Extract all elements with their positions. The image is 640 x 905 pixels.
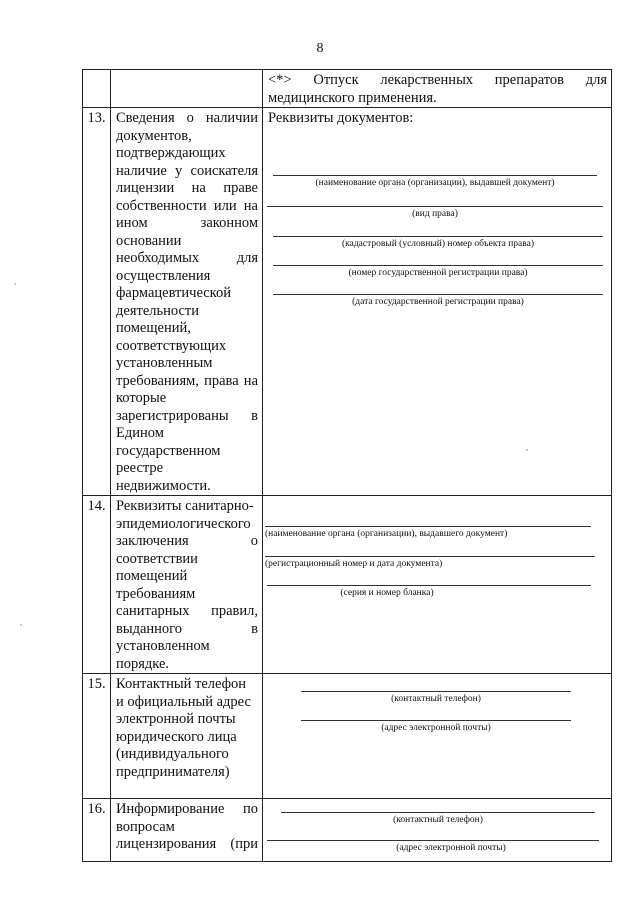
- registration-date-caption: (дата государственной регистрации права): [352, 297, 524, 307]
- row-label-14: Реквизиты санитарно- эпидемиологического заключения о соответствии помещений требованиям санитарных правил, выданного в установленном порядке.: [111, 496, 263, 674]
- right-type-caption: (вид права): [412, 209, 458, 219]
- row-label-cell: [111, 70, 263, 108]
- row-value-cell: [263, 70, 612, 108]
- email-address-caption: (адрес электронной почты): [381, 723, 491, 733]
- page-number: 8: [316, 41, 324, 56]
- blank-series-field[interactable]: [267, 585, 591, 586]
- blank-series-caption: (серия и номер бланка): [340, 588, 434, 598]
- license-application-table: [82, 69, 612, 862]
- licensing-email-caption: (адрес электронной почты): [396, 843, 506, 853]
- licensing-email-field[interactable]: [267, 840, 599, 841]
- registration-date-field[interactable]: [273, 294, 603, 295]
- document-details-heading: Реквизиты документов:: [268, 110, 414, 126]
- row-label-16: Информирование по вопросам лицензирования (при: [111, 799, 263, 862]
- table-row-16: [83, 799, 612, 862]
- contact-phone-caption: (контактный телефон): [391, 694, 481, 704]
- licensing-phone-caption: (контактный телефон): [393, 815, 483, 825]
- sanitary-reg-number-field[interactable]: [265, 556, 595, 557]
- row-number-14: 14.: [83, 496, 111, 674]
- scan-speck: [20, 624, 22, 626]
- issuing-authority-caption: (наименование органа (организации), выдавшей документ): [315, 178, 555, 188]
- row-label-13: Сведения о наличии документов, подтверждающих наличие у соискателя лицензии на праве собственности или на ином законном основании необходимых для осуществления фармацевтической деятельности помещений, соответствующих установленным требованиям, права на которые зарегистрированы в Едином государственном реестре недвижимости.: [111, 108, 263, 496]
- registration-number-field[interactable]: [273, 265, 603, 266]
- row-number-16: 16.: [83, 799, 111, 862]
- email-address-field[interactable]: [301, 720, 571, 721]
- row-value-13: [263, 108, 612, 496]
- row-value-14: [263, 496, 612, 674]
- scan-speck: [526, 449, 528, 451]
- cadastral-number-field[interactable]: [273, 236, 603, 237]
- table-row-15: [83, 674, 612, 799]
- registration-number-caption: (номер государственной регистрации права): [348, 268, 528, 278]
- medicine-dispensing-note-line-2: медицинского применения.: [268, 89, 437, 106]
- row-value-15: [263, 674, 612, 799]
- table-row-continuation: [83, 70, 612, 108]
- table-row-14: [83, 496, 612, 674]
- cadastral-number-caption: (кадастровый (условный) номер объекта права): [341, 239, 535, 249]
- licensing-phone-field[interactable]: [281, 812, 595, 813]
- right-type-field[interactable]: [267, 206, 603, 207]
- row-value-16: [263, 799, 612, 862]
- medicine-dispensing-note-line-1: <*> Отпуск лекарственных препаратов для: [268, 72, 608, 88]
- row-number-13: 13.: [83, 108, 111, 496]
- row-number-cell: [83, 70, 111, 108]
- contact-phone-field[interactable]: [301, 691, 571, 692]
- sanitary-authority-field[interactable]: [265, 526, 591, 527]
- sanitary-authority-caption: (наименование органа (организации), выдавшего документ): [265, 529, 508, 539]
- table-row-13: [83, 108, 612, 496]
- issuing-authority-field[interactable]: [273, 175, 597, 176]
- scan-speck: [14, 283, 16, 285]
- row-number-15: 15.: [83, 674, 111, 799]
- row-label-15: Контактный телефон и официальный адрес электронной почты юридического лица (индивидуального предпринимателя): [111, 674, 263, 799]
- sanitary-reg-number-caption: (регистрационный номер и дата документа): [265, 559, 443, 569]
